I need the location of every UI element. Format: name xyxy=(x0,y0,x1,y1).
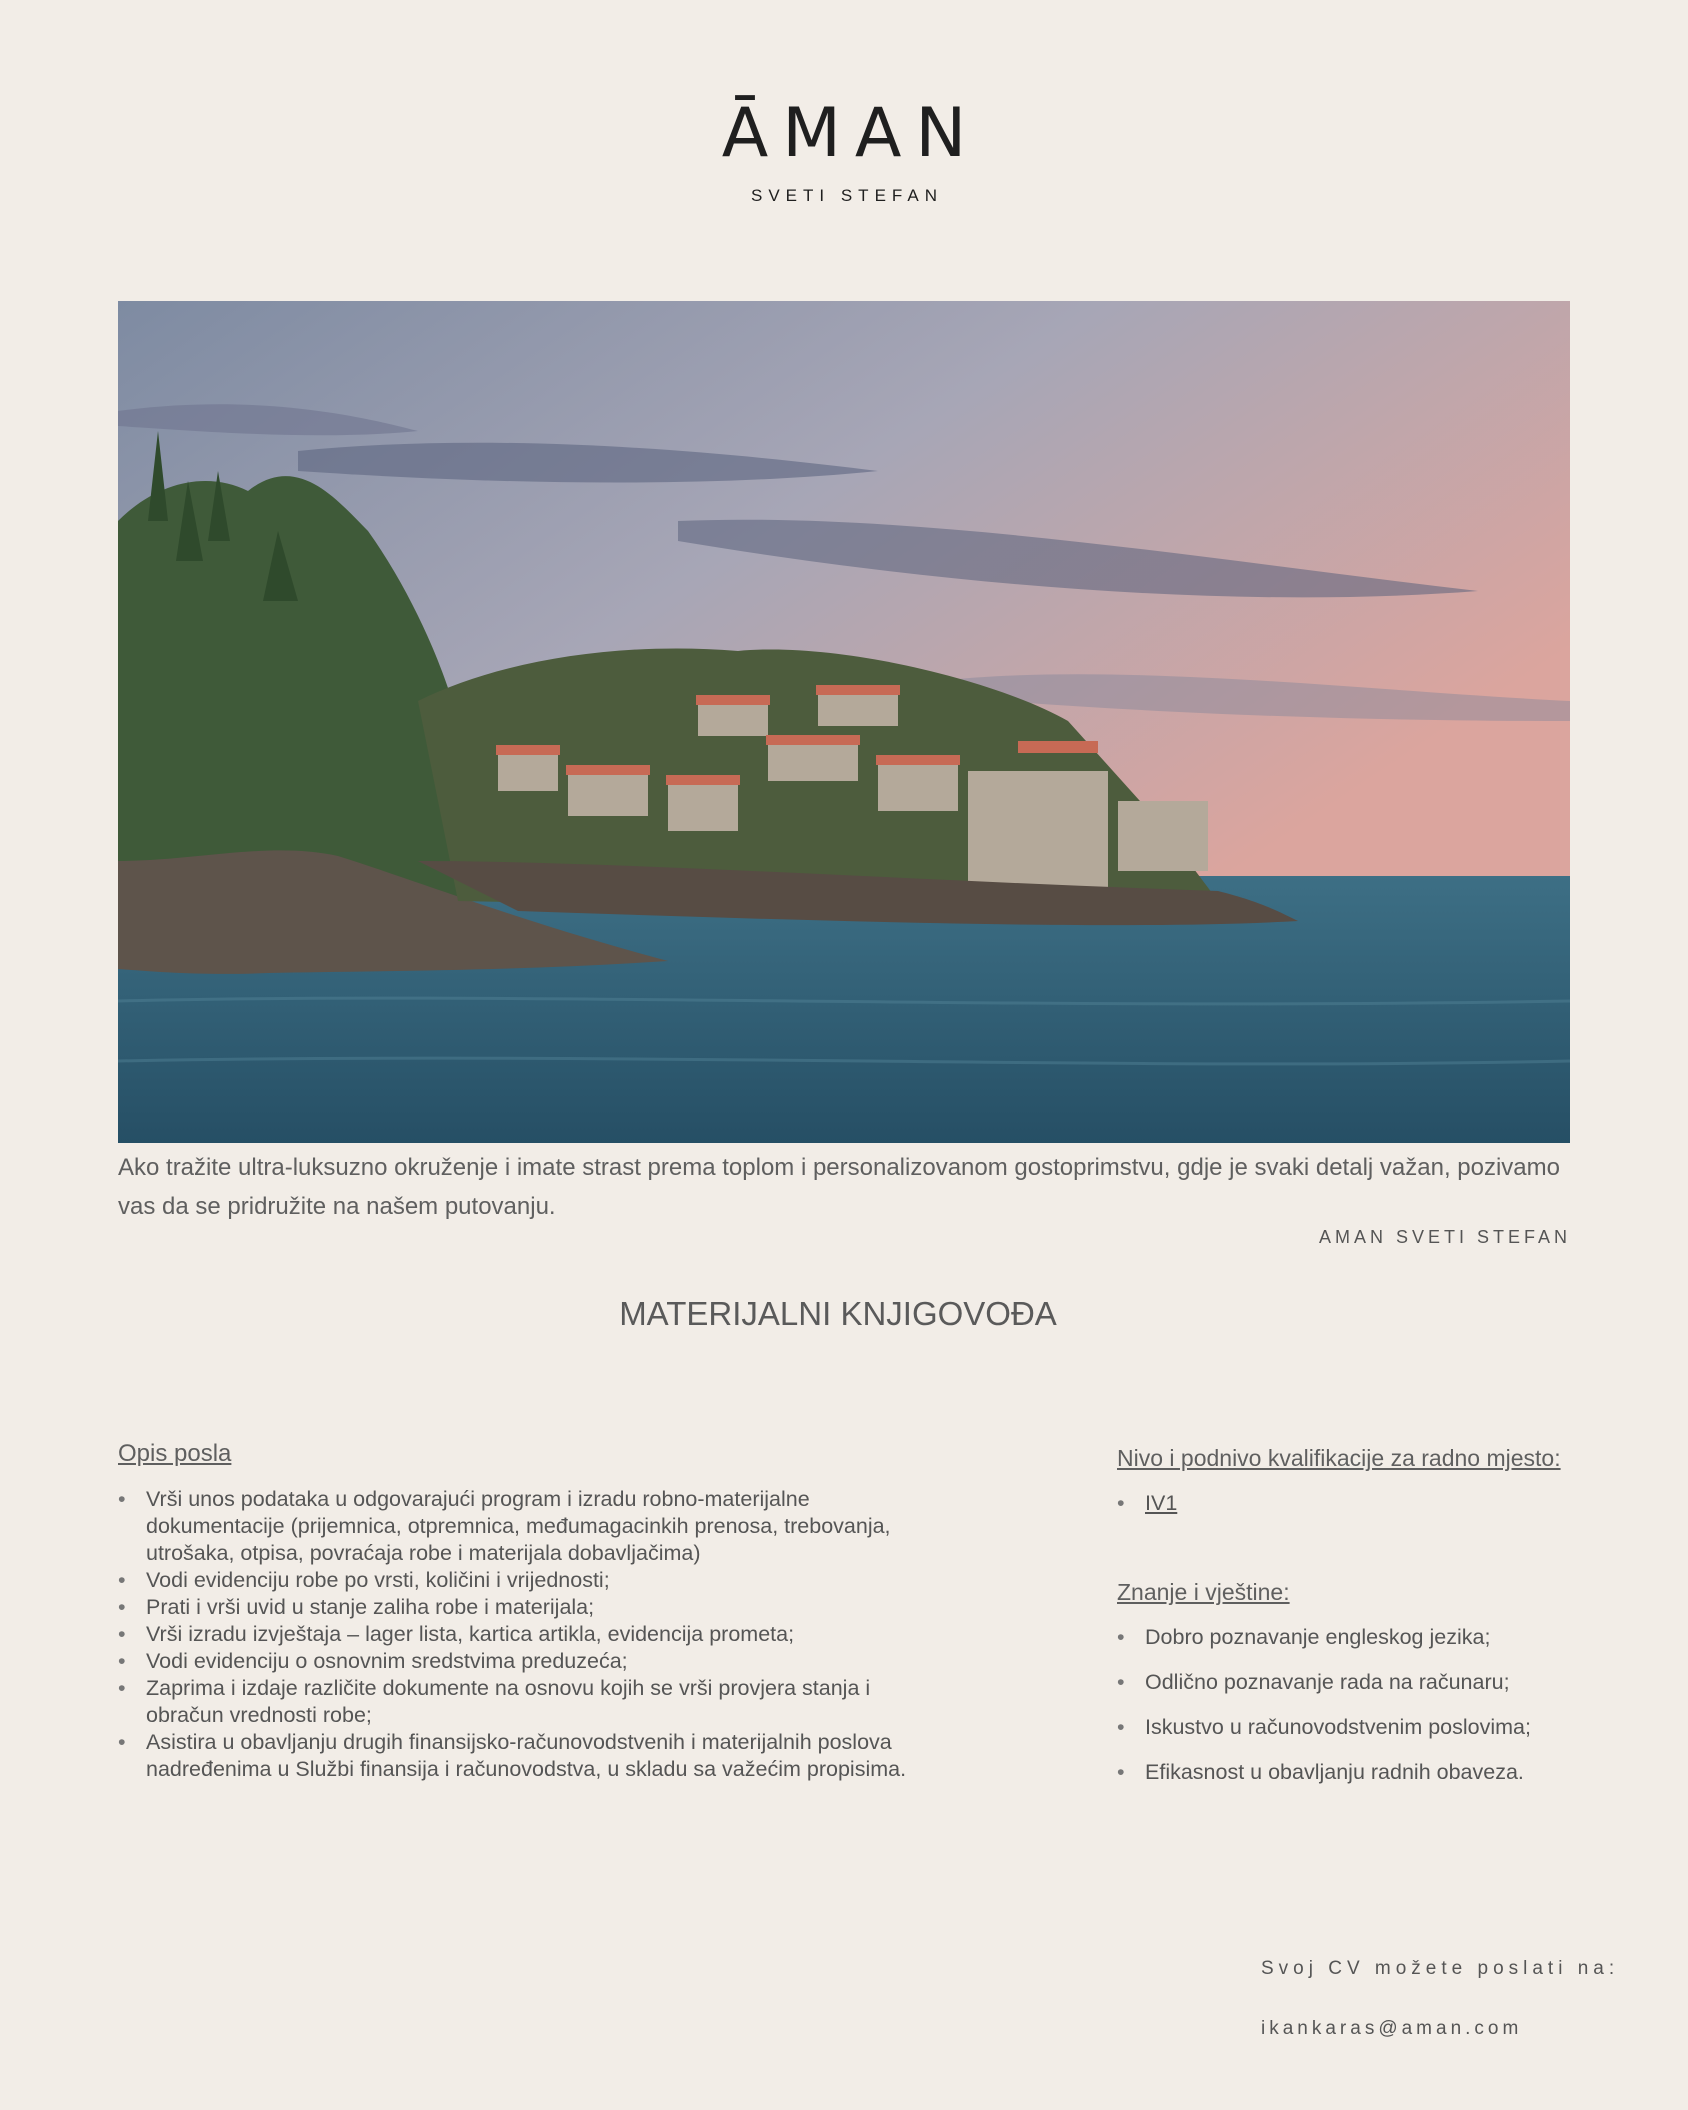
list-item: • Vodi evidenciju robe po vrsti, količini i vrijednosti; xyxy=(118,1567,908,1594)
duties-list xyxy=(118,1486,908,1783)
list-item: • Vodi evidenciju o osnovnim sredstvima preduzeća; xyxy=(118,1648,908,1675)
list-item: • Efikasnost u obavljanju radnih obaveza. xyxy=(1117,1759,1577,1786)
qualification-level: IV1 xyxy=(1145,1491,1178,1515)
logo-location: SVETI STEFAN xyxy=(751,186,943,205)
job-title: MATERIJALNI KNJIGOVOĐA xyxy=(619,1295,1057,1332)
intro-signature: AMAN SVETI STEFAN xyxy=(1318,1227,1571,1247)
list-item: • Asistira u obavljanju drugih finansijsko-računovodstvenih i materijalnih poslova nadređenima u Službi finansija i računovodstva, u skladu sa važećim propisima. xyxy=(118,1729,908,1783)
list-item: • Odlično poznavanje rada na računaru; xyxy=(1117,1669,1577,1696)
job-description-section xyxy=(118,1440,908,1783)
intro-text: Ako tražite ultra-luksuzno okruženje i imate strast prema toplom i personalizovanom gostoprimstvu, gdje je svaki detalj važan, pozivamo vas da se pridružite na našem putovanju. xyxy=(118,1154,1560,1220)
requirements-section xyxy=(1117,1445,1577,1804)
skills-list xyxy=(1117,1624,1577,1786)
aman-logo xyxy=(0,94,1688,206)
hero-image xyxy=(118,301,1570,1143)
list-item: • Zaprima i izdaje različite dokumente na osnovu kojih se vrši provjera stanja i obračun vrednosti robe; xyxy=(118,1675,908,1729)
list-item: • Dobro poznavanje engleskog jezika; xyxy=(1117,1624,1577,1651)
skills-heading: Znanje i vještine: xyxy=(1117,1579,1290,1605)
description-heading: Opis posla xyxy=(118,1440,232,1467)
list-item: • Vrši izradu izvještaja – lager lista, kartica artikla, evidencija prometa; xyxy=(118,1621,908,1648)
cv-label: Svoj CV možete poslati na: xyxy=(1261,1958,1620,1979)
cv-email-link[interactable]: ikankaras@aman.com xyxy=(1261,2018,1523,2039)
logo-wordmark: ĀMAN xyxy=(721,94,981,173)
qualification-heading: Nivo i podnivo kvalifikacije za radno mjesto: xyxy=(1117,1445,1561,1471)
qualification-list xyxy=(1117,1490,1577,1517)
list-item xyxy=(1117,1490,1577,1517)
list-item: • Iskustvo u računovodstvenim poslovima; xyxy=(1117,1714,1577,1741)
sveti-stefan-photo xyxy=(118,301,1570,1143)
list-item: • Prati i vrši uvid u stanje zaliha robe i materijala; xyxy=(118,1594,908,1621)
list-item: • Vrši unos podataka u odgovarajući program i izradu robno-materijalne dokumentacije (prijemnica, otpremnica, međumagacinkih prenosa, trebovanja, utrošaka, otpisa, povraćaja robe i materijala dobavljačima) xyxy=(118,1486,908,1567)
